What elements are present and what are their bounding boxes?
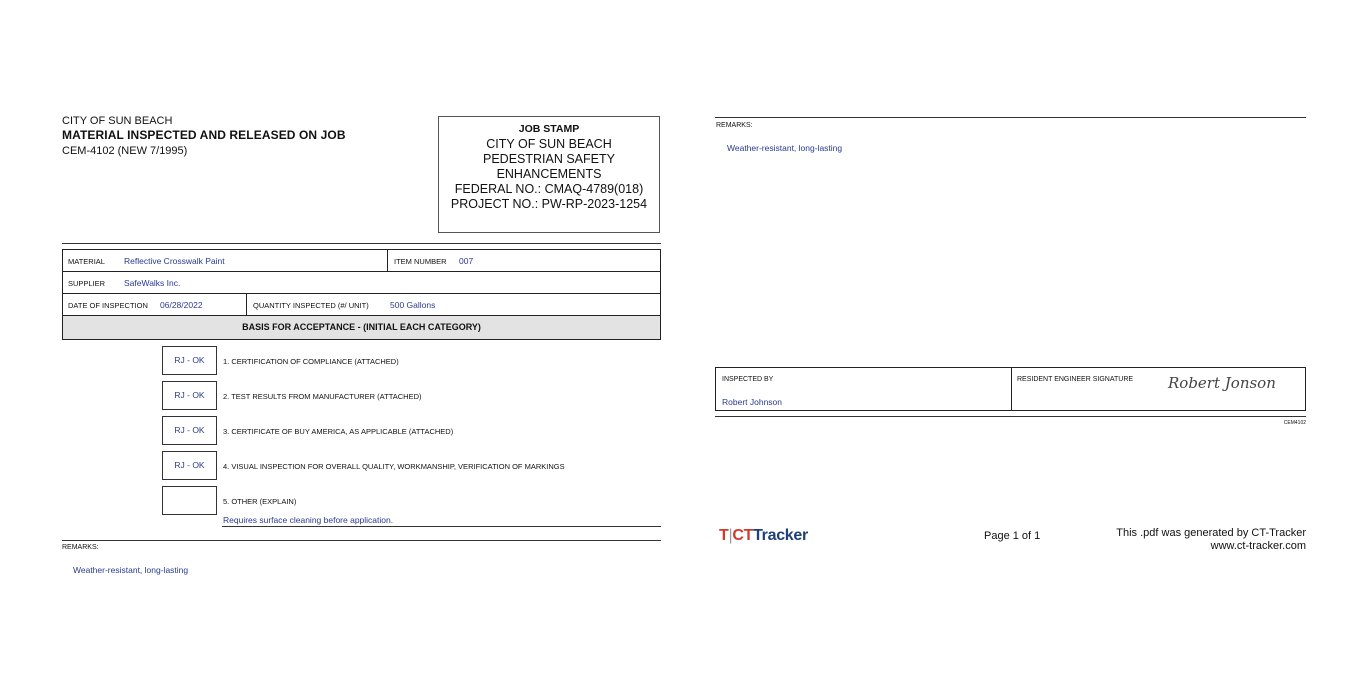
column-divider: [1011, 368, 1012, 410]
supplier-label: SUPPLIER: [68, 279, 106, 288]
item-number-label: ITEM NUMBER: [394, 257, 447, 266]
inspected-by-value: Robert Johnson: [722, 397, 783, 407]
logo-tracker: Tracker: [753, 527, 808, 544]
job-stamp-city: CITY OF SUN BEACH: [486, 137, 612, 151]
job-stamp-label: JOB STAMP: [518, 123, 580, 135]
engineer-signature: Robert Jonson: [1168, 374, 1276, 392]
form-title: MATERIAL INSPECTED AND RELEASED ON JOB: [62, 128, 346, 142]
inspection-row: [63, 294, 660, 316]
item-number-value: 007: [459, 256, 474, 266]
quantity-label: QUANTITY INSPECTED (#/ UNIT): [253, 301, 369, 310]
form-code: CEM4102: [1283, 420, 1306, 426]
page2-remarks-value: Weather-resistant, long-lasting: [727, 143, 843, 153]
city-name: CITY OF SUN BEACH: [62, 115, 173, 127]
generated-by: [1116, 527, 1306, 553]
material-value: Reflective Crosswalk Paint: [124, 256, 225, 266]
column-divider: [387, 250, 388, 271]
job-stamp-federal-no: FEDERAL NO.: CMAQ-4789(018): [454, 182, 644, 196]
remarks-label: REMARKS:: [62, 544, 99, 551]
signature-label: RESIDENT ENGINEER SIGNATURE: [1017, 376, 1134, 383]
initial-box-2[interactable]: RJ - OK: [162, 381, 217, 410]
signature-section: [715, 367, 1306, 411]
logo-icon: T: [719, 527, 729, 544]
checklist-label-5: 5. OTHER (EXPLAIN): [223, 497, 297, 506]
logo-ct: CT: [732, 527, 754, 544]
job-stamp-project-line2: ENHANCEMENTS: [496, 167, 602, 181]
checklist-label-3: 3. CERTIFICATE OF BUY AMERICA, AS APPLICABLE (ATTACHED): [223, 427, 454, 436]
column-divider: [246, 294, 247, 315]
page2-remarks-label: REMARKS:: [716, 122, 753, 129]
remarks-value: Weather-resistant, long-lasting: [73, 565, 189, 575]
page-number: Page 1 of 1: [984, 530, 1041, 542]
job-stamp-project-no: PROJECT NO.: PW-RP-2023-1254: [450, 197, 648, 211]
supplier-row: [63, 272, 660, 294]
basis-title: BASIS FOR ACCEPTANCE - (INITIAL EACH CATEGORY): [63, 316, 660, 339]
date-value: 06/28/2022: [160, 300, 203, 310]
supplier-value: SafeWalks Inc.: [124, 278, 181, 288]
checklist-label-4: 4. VISUAL INSPECTION FOR OVERALL QUALITY, WORKMANSHIP, VERIFICATION OF MARKINGS: [223, 462, 565, 471]
form-number: CEM-4102 (NEW 7/1995): [62, 145, 188, 157]
divider: [62, 540, 661, 541]
inspected-by-label: INSPECTED BY: [722, 376, 774, 383]
date-label: DATE OF INSPECTION: [68, 301, 148, 310]
initial-box-5[interactable]: [162, 486, 217, 515]
initial-box-3[interactable]: RJ - OK: [162, 416, 217, 445]
initial-box-1[interactable]: RJ - OK: [162, 346, 217, 375]
quantity-value: 500 Gallons: [390, 300, 436, 310]
material-label: MATERIAL: [68, 257, 105, 266]
generated-url: www.ct-tracker.com: [1210, 540, 1306, 552]
checklist-label-2: 2. TEST RESULTS FROM MANUFACTURER (ATTACHED): [223, 392, 422, 401]
explanation-underline: [222, 526, 661, 527]
divider: [62, 243, 661, 244]
ct-tracker-logo: [719, 527, 808, 545]
checklist-label-1: 1. CERTIFICATION OF COMPLIANCE (ATTACHED): [223, 357, 399, 366]
job-stamp: [438, 116, 660, 233]
initial-box-4[interactable]: RJ - OK: [162, 451, 217, 480]
generated-line-1: This .pdf was generated by CT-Tracker: [1116, 527, 1306, 539]
divider: [715, 416, 1306, 417]
job-stamp-project-line1: PEDESTRIAN SAFETY: [483, 152, 615, 166]
material-row: [63, 250, 660, 272]
other-explanation: Requires surface cleaning before application.: [223, 515, 394, 525]
divider: [715, 117, 1306, 118]
logo-separator: |: [728, 527, 733, 544]
material-form: [62, 249, 661, 340]
